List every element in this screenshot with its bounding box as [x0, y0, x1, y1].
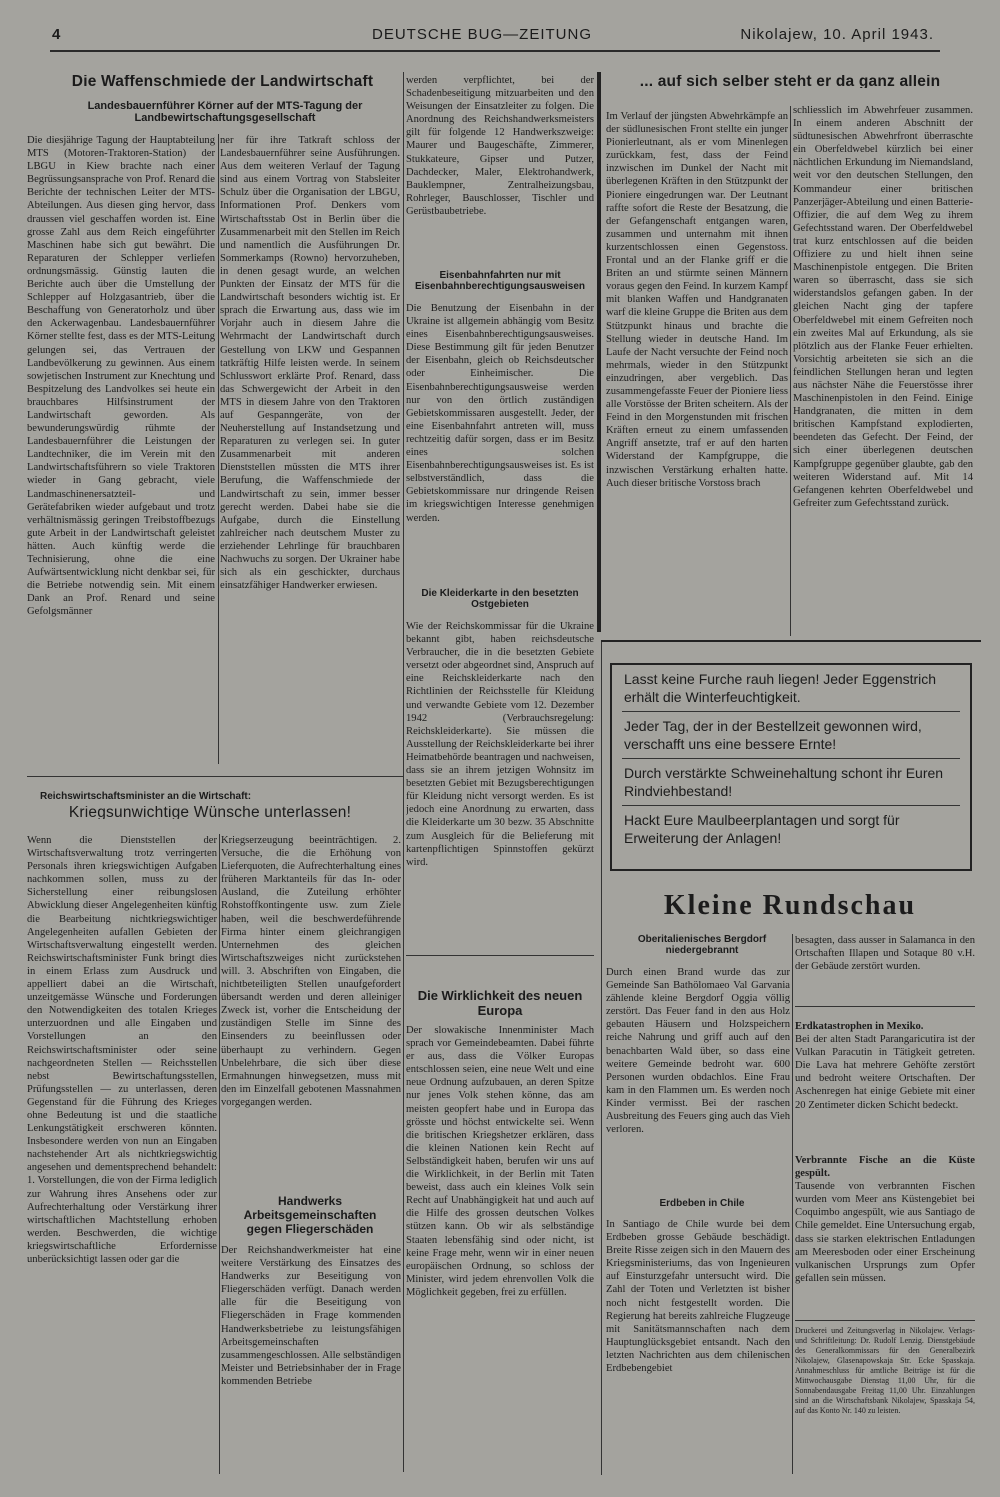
article1-subheadline: Landesbauernführer Körner auf der MTS-Tagung der Landbewirtschaftungsgesellschaft: [87, 100, 363, 124]
column-rule: [218, 134, 219, 764]
dateline: Nikolajew, 10. April 1943.: [740, 26, 934, 43]
article6-body-2: schliesslich im Abwehrfeuer zusammen. In einem anderen Abschnitt der südtunesischen Abwehrfront überraschte ein Oberfeldwebel kürzlich bei einer nächtlichen Erkundung im Niemandsland, weit vor den deutschen Stellungen, den Kommandeur einer britischen Panzerjäger-Abteilung und einen Batterie-Offizier, die auf dem Weg zu ihrem Gefechtsstand waren. Der Oberfeldwebel trat kurz entschlossen auf die beiden Offiziere zu und hielt ihnen seine Maschinenpistole entgegen. Die Briten waren so überrascht, dass sie sich widerstandslos gefangen gaben. In der gleichen Nacht ging der tapfere Oberfeldwebel mit einem Gefreiten noch ein zweites Mal auf Erkundung, als sie plötzlich aus der Flanke Feuer erhielten. Vorsichtig arbeiteten sie sich an die feindlichen Stellungen heran und legten aus nächster Nähe die Feuerstösse ihrer Maschinenpistolen in den Feind. Einige Handgranaten, die mitten in dem britischen Kampfstand explodierten, beendeten das Gefecht. Der Feind, der sich einer überlegenen deutschen Kampfgruppe gegenüber glaubte, gab den weiteren Widerstand auf. Mit 14 Gefangenen kehrten Oberfeldwebel und Gefreiter zum Gefechtsstand zurück.: [793, 105, 973, 509]
section-rule: [795, 1320, 975, 1321]
page-number: 4: [52, 26, 62, 43]
slogan: Jeder Tag, der in der Bestellzeit gewonnen wird, verschafft uns eine bessere Ernte!: [624, 718, 922, 752]
rundschau-item3-body: besagten, dass ausser in Salamanca in den Ortschaften Illapen und Sotaque 80 v.H. der Gebäude zerstört wurden.: [795, 935, 975, 973]
article6-headline: ... auf sich selber steht er da ganz allein: [639, 75, 941, 89]
article8-headline: Handwerks Arbeitsgemeinschaften gegen Fliegerschäden: [243, 1194, 377, 1236]
article1-body-2: ner für ihre Tatkraft schloss der Landesbauernführer seine Ausführungen. Aus dem weiteren Verlauf der Tagung sind aus einem Vortrag von Stabsleiter Schulz über die Organisation der LBGU, Informationen Prof. Denkers vom Wirtschaftsstab Ost in Berlin über die Zusammenarbeit mit den Stellen im Reich und namentlich die Ausführungen Dr. Sommerkamps (Rowno) hervorzuheben, in denen gesagt wurde, an welchen Punkten der Einsatz der MTS für die Landwirtschaft besonders wichtig ist. Er sprach die Erwartung aus, dass wie im Vorjahr auch in diesem Jahre die Wehrmacht der Landwirtschaft durch Gestellung von LKW und Gespannen tatkräftig Hilfe leisten werde. In seinem Schlusswort erklärte Prof. Renard, dass das Schwergewicht der Arbeit in den MTS in diesem Jahre von den Traktoren auf Gespanngeräte, von der Neuherstellung auf Instandsetzung und Reparaturen zu verlegen sei. In guter Zusammenarbeit mit anderen Dienststellen müssten die MTS ihrer Berufung, die Waffenschmiede der Landwirtschaft zu sein, immer besser gerecht werden. Dabei habe sie die Aufgabe, durch die Einstellung zahlreicher nach deutschem Muster zu erziehender Lehrlinge für brauchbaren Nachwuchs zu sorgen. Der Ukrainer habe sich als ein geschickter, durchaus einsatzfähiger Handwerker erwiesen.: [220, 135, 400, 592]
article4-column: [406, 620, 594, 950]
rundschau-item2: [606, 1218, 790, 1478]
article5-body: Der slowakische Innenminister Mach sprach vor Gemeindebeamten. Dabei führte er aus, dass die Völker Europas entschlossen seien, eine neue Welt und eine neue Ordnung aufzubauen, an deren Spitze nur jenes Volk stehen könne, das am meisten geopfert habe und in Europa das grösste und höchst entwickelte sei. Wenn die britischen Kriegshetzer erklären, dass die kleinen Nationen kein Recht auf Selbständigkeit haben, berufen wir uns auf die Wirklichkeit, in der Berlin mit Taten beweist, dass auch ein kleines Volk sein Recht auf Unabhängigkeit hat und auch auf die Hilfe des grossen deutschen Volkes stützen kann. Ob wir als selbständige Staaten lebensfähig sind oder nicht, ist keine Frage mehr, wenn wir in einer neuen europäischen Ordnung, so schloss der Minister, wird jedem ehrenvollen Volk die Möglichkeit gegeben, frei zu erfüllen.: [406, 1025, 594, 1298]
rundschau-item4: [795, 1020, 975, 1152]
column-rule: [403, 72, 404, 1472]
rundschau-item5-headline: Verbrannte Fische an die Küste gespült.: [795, 1155, 975, 1180]
article1-column-2: [220, 134, 400, 764]
rundschau-item2-body: In Santiago de Chile wurde bei dem Erdbeben grosse Gebäude beschädigt. Breite Risse zeigen sich in den Mauern des Kriegsministeriums, das von Ingenieuren auf Einsturzgefahr untersucht wird. Die Zahl der Toten und Verletzten ist bisher noch nicht festgestellt worden. Die Regierung hat bereits zahlreiche Flugzeuge mit Sanitätsmannschaften nach dem Hauptunglücksgebiet entsandt. Nach den letzten Nachrichten aus dem chilenischen Erdbebengebiet: [606, 1219, 790, 1375]
article6-column-1: [606, 110, 788, 630]
column-bar: [597, 72, 601, 632]
rundschau-item1-headline: Oberitalienisches Bergdorf niedergebrannt: [637, 934, 767, 956]
section-rule: [27, 776, 403, 777]
article4-body: Wie der Reichskommissar für die Ukraine bekannt gibt, haben reichsdeutsche Verbraucher, die in die besetzten Gebiete versetzt oder abgeordnet sind, Anspruch auf eine Reichskleiderkarte nach den Richtlinien der Reichsstelle für Kleidung und verwandte Gebiete vom 12. Dezember 1942 (Verbrauchsregelung: Reichskleiderkarte). Sie müssen die Ausstellung der Reichskleiderkarte bei ihrer Heimatbehörde beantragen und nachweisen, dass sie an ihrem jetzigen Wohnsitz im besetzten Gebiet mit Bezugsberechtigungen für Kleidung nicht versorgt werden. Es ist jedoch eine Anordnung zu erwarten, dass die Kleiderkarte um 30 bezw. 35 Abschnitte zum Ausgleich für die Belieferung mit kartenpflichtigen Spinnstoffen gekürzt wird.: [406, 621, 594, 868]
slogan: Durch verstärkte Schweinehaltung schont ihr Euren Rindviehbestand!: [624, 765, 944, 799]
imprint-text: Druckerei und Zeitungsverlag in Nikolajew. Verlags- und Schriftleitung: Dr. Rudolf Lenzig. Dienstgebäude des Generalkommissars für den Generalbezirk Nikolajew, Glasenapowskaja Str. Ecke Spasskaja. Annahmeschluss für amtliche Beiträge ist für die Mittwochausgabe Dienstag 11,00 Uhr, für die Sonnabendausgabe Freitag 11,00 Uhr. Einzahlungen sind an die Wirtschaftsbank Nikolajew, Spasskaja 54, auf das Konto Nr. 140 zu leisten.: [795, 1326, 975, 1415]
article7-body-1: Wenn die Dienststellen der Wirtschaftsverwaltung trotz verringerten Personals ihren kriegswichtigen Aufgaben nachkommen sollen, muss zu der Sicherstellung einer reibungslosen Abwicklung dieser Angelegenheiten künftig die Bearbeitung nichtkriegswichtiger Angelegenheiten aufallen Gebieten der Wirtschaftsverwaltung eingestellt werden. Reichswirtschaftsminister Funk bringt dies in einem Erlass zum Ausdruck und appelliert dabei an die Wirtschaft, unzeitgemässe Wünsche und Forderungen den Notwendigkeiten des totalen Krieges unterzuordnen und alle Eingaben und Vorstellungen an den Reichswirtschaftsminister oder seine nachgeordneten Stellen — Reichsstellen nebst Bewirtschaftungsstellen, Prüfungsstellen — zu unterlassen, deren Gegenstand für die Führung des Krieges ohne Bedeutung ist und die staatliche Lenkungstätigkeit erschweren könnten. Insbesondere werden von nun an Eingaben nachstehender Art als nichtkriegswichtig angesehen und dementsprechend behandelt: 1. Vorstellungen, die von der Firma lediglich zur Wahrung ihres Ansehens oder zur Aufrechterhaltung oder Verstärkung ihrer wirtschaftlichen Machtstellung erhoben werden. Beschwerden, die wichtige kriegswirtschaftliche Erfordernisse unberücksichtigt lassen oder gar die: [27, 835, 217, 1265]
column-rule: [792, 934, 793, 1474]
rundschau-item1: [606, 966, 790, 1166]
article1-column-1: [27, 134, 215, 764]
article4-headline: Die Kleiderkarte in den besetzten Ostgebieten: [421, 588, 579, 610]
article7-body-2: Kriegserzeugung beeinträchtigen. 2. Versuche, die die Erhöhung von Lieferquoten, die Aufrechterhaltung eines früheren Marktanteils für das In- oder Ausland, die Zuteilung erhöhter Rohstoffkontingente usw. zum Ziele haben, weil die beschwerdeführende Firma hinter einem gleichrangigen Unternehmen des gleichen Wirtschaftszweiges nicht zurückstehen will. 3. Abschriften von Eingaben, die nichtbeteiligten Stellen unaufgefordert übersandt werden und deren alleiniger Zweck ist, vorher die Entscheidung der zuständigen Stelle im Sinne des Einsenders zu beeinflussen oder überhaupt zu verhindern. Gegen Unbelehrbare, die sich über diese Ermahnungen hinwegsetzen, muss mit den im Einzelfall gebotenen Massnahmen vorgegangen werden.: [221, 835, 401, 1108]
rundschau-item1-body: Durch einen Brand wurde das zur Gemeinde San Bathölomaeo Val Garvania zählende kleine Bergdorf Oggia völlig zerstört. Das Feuer fand in den aus Holz gebauten Häusern und Holzspeichern reiche Nahrung und griff auch auf den benachbarten Wald über, so dass eine weitere Gemeinde bedroht war. 600 Personen wurden obdachlos. Eine Frau kam in den Flammen um. Es werden noch Kinder vermisst. Bei der raschen Ausbreitung des Feuers ging auch das Vieh verloren.: [606, 967, 790, 1136]
slogan: Hackt Eure Maulbeerplantagen und sorgt für Erweiterung der Anlagen!: [624, 812, 900, 846]
article5-headline: Die Wirklichkeit des neuen Europa: [417, 988, 583, 1018]
column-rule: [790, 106, 791, 636]
article5-column: [406, 1024, 594, 1424]
rundschau-title: Kleine Rundschau: [663, 890, 917, 921]
rundschau-item5-body: Tausende von verbrannten Fischen wurden vom Meer ans Küstengebiet bei Coquimbo angespült, wie aus Santiago de Chile gemeldet. Eine Untersuchung ergab, dass sie starken elektrischen Entladungen am Meeresboden oder einer Erscheinung vulkanischen Ursprungs zum Opfer gefallen sein müssen.: [795, 1181, 975, 1284]
rundschau-item2-headline: Erdbeben in Chile: [659, 1198, 745, 1209]
masthead: [50, 24, 940, 52]
article6-body-1: Im Verlauf der jüngsten Abwehrkämpfe an der südlunesischen Front stellte ein junger Pionierleutnant, als er vom Minenlegen zurückkam, fest, dass der Feind inzwischen im Dunkel der Nacht mit überlegenen Kräften in den Stützpunkt der Pioniere eingedrungen war. Der Leutnant raffte sofort die Reste der Besatzung, die der Gefangenschaft entgangen waren, zusammen und unternahm mit ihnen kurzentschlossen einen Gegenstoss. Frontal und an der Flanke griff er die Briten an und stürmte seinen Männern voraus gegen den Feind. In kurzem Kampf mit blanken Waffen und Handgranaten warf die kleine Gruppe die Briten aus dem Stützpunkt hinaus und brachte die Stellung wieder in deutsche Hand. Im Laufe der Nacht versuchte der Feind noch mehrmals, wieder in den Stützpunkt einzudringen, aber vergeblich. Das zusammengefasste Feuer der Pioniere liess alle Vorstösse der Briten scheitern. Als der Feind in den Morgenstunden mit frischen Kräften erneut zu einem umfassenden Angriff ansetzte, traf er auf den harten Widerstand der Kampfgruppe, die inzwischen Verstärkung erhalten hatte. Auch dieser britische Vorstoss brach: [606, 111, 788, 489]
imprint: [795, 1326, 975, 1466]
column-rule: [219, 834, 220, 1474]
article8-column: [221, 1244, 401, 1476]
article7-kicker: Reichswirtschaftsminister an die Wirtschaft:: [40, 791, 252, 802]
article2-body: werden verpflichtet, bei der Schadenbeseitigung mitzuarbeiten und den Weisungen der Einsatzleiter zu folgen. Die Anordnung des Reichshandwerksmeisters gilt für folgende 12 Handwerkszweige: Maurer und Baugeschäfte, Zimmerer, Stukkateure, Gipser und Putzer, Dachdecker, Maler, Elektrohandwerk, Bauklempner, Zentralheizungsbau, Rohrleger, Bauschlosser, Tischler und Gerüstbaubetriebe.: [406, 75, 594, 217]
article1-headline: Die Waffenschmiede der Landwirtschaft: [71, 75, 374, 89]
article3-headline: Eisenbahnfahrten nur mit Eisenbahnberechtigungsausweisen: [414, 270, 586, 292]
column-rule: [601, 640, 602, 1475]
article3-column: [406, 302, 594, 580]
article6-column-2: [793, 104, 973, 634]
article7-column-1: [27, 834, 217, 1474]
rundschau-item4-body: Bei der alten Stadt Parangaricutira ist der Vulkan Paracutin in Tätigkeit getreten. Die Lava hat mehrere Gehöfte zerstört und bedroht weitere Ortschaften. Der Aschenregen hat einige Gebiete mit einer 20 Zentimeter dicken Schicht bedeckt.: [795, 1034, 975, 1111]
rundschau-item3: [795, 934, 975, 994]
rundschau-item5: [795, 1154, 975, 1314]
article3-body: Die Benutzung der Eisenbahn in der Ukraine ist allgemein abhängig vom Besitz eines Eisenbahnberechtigungsausweises. Diese Bestimmung gilt für jeden Benutzer der Eisenbahn, gleich ob Reichsdeutscher oder Einheimischer. Die Eisenbahnberechtigungsausweise werden nur von den örtlich zuständigen Gebietskommissaren ausgestellt. Jeder, der eine Eisenbahnfahrt antreten will, muss rechtzeitig dafür sorgen, dass er im Besitz eines solchen Eisenbahnberechtigungsausweises ist. Es ist selbstverständlich, dass die Gebietskommissare nur dringende Reisen im kriegswichtigen Interesse genehmigen werden.: [406, 303, 594, 524]
article7-column-2: [221, 834, 401, 1184]
article8-body: Der Reichshandwerkmeister hat eine weitere Verstärkung des Einsatzes des Handwerks zur Beseitigung von Fliegerschäden verfügt. Danach werden alle für die Beseitigung von Fliegerschäden in Frage kommenden Handwerksbetriebe zu leistungsfähigen Arbeitsgemeinschaften zusammengeschlossen. Alle selbständigen Meister und Betriebsinhaber der in Frage kommenden Betriebe: [221, 1245, 401, 1387]
slogan-box: [610, 663, 972, 871]
article2-column: [406, 74, 594, 264]
rundschau-item4-headline: Erdkatastrophen in Mexiko.: [795, 1021, 924, 1032]
section-rule: [601, 640, 981, 642]
article7-headline: Kriegsunwichtige Wünsche unterlassen!: [68, 806, 352, 820]
slogan: Lasst keine Furche rauh liegen! Jeder Eggenstrich erhält die Winterfeuchtigkeit.: [624, 671, 937, 705]
section-rule: [406, 955, 594, 956]
article1-body-1: Die diesjährige Tagung der Hauptabteilung MTS (Motoren-Traktoren-Station) der LBGU in Kiew brachte nach einer Begrüssungsansprache von Prof. Renard die Berichte der technischen Leiter der MTS-Abteilungen. Aus diesen ging hervor, dass draussen viel geschaffen worden ist. Eine grosse Zahl aus dem Reich eingeführter Maschinen habe sich gut bewährt. Die Reparaturen der Schlepper verliefen ordnungsmässig. Günstig lauten die Berichte auch über die Umstellung der Schlepper auf Holzgasantrieb, über die Beschaffung von Generatorholz und über den Ackerwagenbau. Landesbauernführer Körner stellte fest, dass es der MTS-Leitung gelungen sei, das Vertrauen der Landbevölkerung zu gewinnen. Aus einem sowjetischen Instrument zur Knechtung und Bespitzelung des Landvolkes sei heute ein brauchbares Hilfsinstrument der Landwirtschaft geworden. Als bewunderungswürdig rühmte der Landesbauernführer die Leistungen der Landtechniker, die im Verein mit den Landwirtschaftsführern so viele Traktoren wieder in Gang gebracht, viele Landmaschinenersatzteil- und Gerätefabriken wieder aufgebaut und trotz verhältnismässig geringen Treibstoffbezugs gute Arbeit in der Landwirtschaft geleistet hätten. Auch künftig werde die Technisierung, ohne die eine Aufwärtsentwicklung nicht denkbar sei, für die Betriebe notwendig sein. Mit einem Dank an Prof. Renard und seine Gefolgsmänner: [27, 135, 215, 618]
newspaper-title: DEUTSCHE BUG—ZEITUNG: [372, 26, 593, 43]
section-rule: [795, 1006, 975, 1007]
